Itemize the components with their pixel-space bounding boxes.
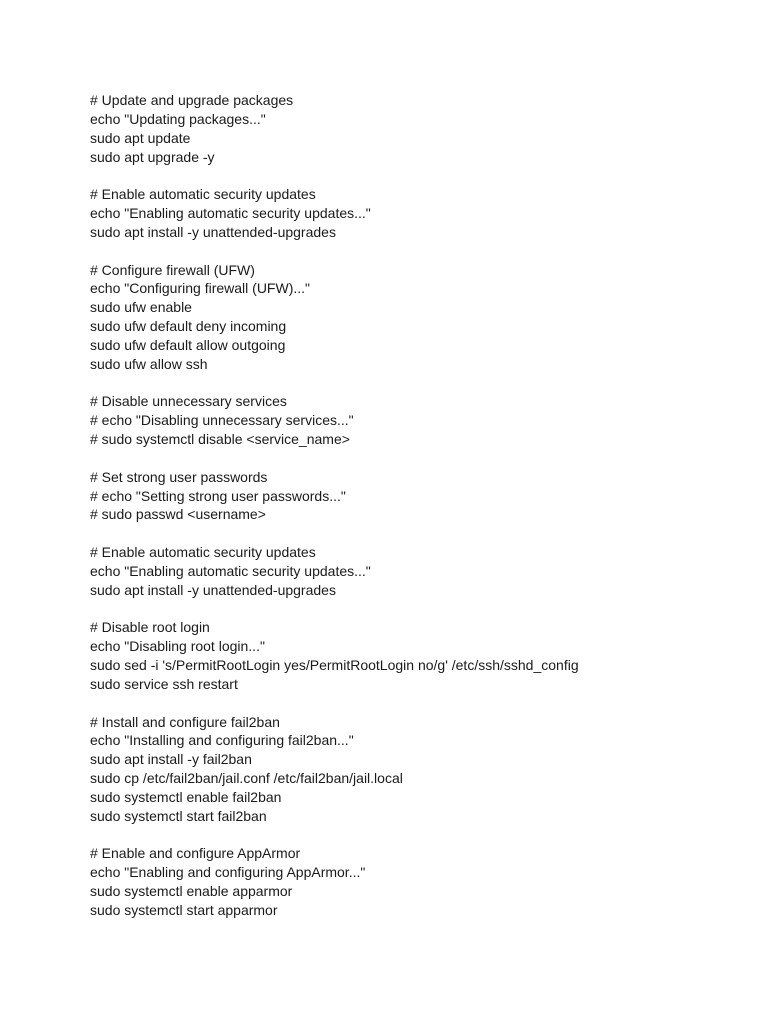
command-line: sudo apt install -y unattended-upgrades	[90, 223, 336, 240]
comment-line: # echo "Setting strong user passwords..."	[90, 487, 346, 504]
comment-line: # Configure firewall (UFW)	[90, 261, 255, 278]
comment-line: # sudo systemctl disable <service_name>	[90, 431, 350, 448]
command-line: echo "Disabling root login..."	[90, 638, 265, 655]
command-line: sudo systemctl enable fail2ban	[90, 788, 282, 805]
comment-line: # sudo passwd <username>	[90, 506, 266, 523]
command-line: sudo systemctl start fail2ban	[90, 807, 267, 824]
command-line: echo "Configuring firewall (UFW)..."	[90, 280, 311, 297]
command-line: sudo ufw default allow outgoing	[90, 336, 286, 353]
comment-line: # Update and upgrade packages	[90, 92, 294, 108]
command-line: echo "Updating packages..."	[90, 110, 266, 127]
command-line: sudo apt update	[90, 129, 191, 146]
comment-line: # Enable automatic security updates	[90, 544, 316, 561]
command-line: sudo apt install -y fail2ban	[90, 751, 252, 768]
command-line: sudo ufw default deny incoming	[90, 318, 287, 335]
command-line: echo "Enabling automatic security updates..."	[90, 205, 371, 222]
comment-line: # Disable root login	[90, 619, 210, 636]
command-line: sudo apt upgrade -y	[90, 148, 215, 165]
section-apparmor	[90, 844, 750, 919]
comment-line: # Install and configure fail2ban	[90, 713, 280, 730]
command-line: sudo apt install -y unattended-upgrades	[90, 581, 336, 598]
script-body	[90, 91, 750, 939]
command-line: sudo systemctl enable apparmor	[90, 883, 293, 900]
comment-line: # Enable automatic security updates	[90, 186, 316, 203]
command-line: echo "Installing and configuring fail2ban..."	[90, 732, 354, 749]
comment-line: # echo "Disabling unnecessary services..."	[90, 412, 354, 429]
command-line: sudo systemctl start apparmor	[90, 901, 278, 918]
section-security-updates	[90, 185, 750, 242]
section-disable-services	[90, 392, 750, 449]
section-root-login	[90, 618, 750, 693]
section-user-passwords	[90, 468, 750, 525]
comment-line: # Enable and configure AppArmor	[90, 845, 301, 862]
command-line: sudo ufw allow ssh	[90, 355, 208, 372]
command-line: echo "Enabling automatic security updates..."	[90, 562, 371, 579]
command-line: sudo cp /etc/fail2ban/jail.conf /etc/fail2ban/jail.local	[90, 770, 403, 787]
section-fail2ban	[90, 713, 750, 826]
command-line: echo "Enabling and configuring AppArmor..."	[90, 864, 366, 881]
comment-line: # Disable unnecessary services	[90, 393, 287, 410]
comment-line: # Set strong user passwords	[90, 468, 268, 485]
section-firewall	[90, 261, 750, 374]
command-line: sudo ufw enable	[90, 299, 192, 316]
section-update-packages	[90, 91, 750, 166]
command-line: sudo sed -i 's/PermitRootLogin yes/PermitRootLogin no/g' /etc/ssh/sshd_config	[90, 657, 579, 674]
section-security-updates-repeat	[90, 543, 750, 600]
command-line: sudo service ssh restart	[90, 675, 238, 692]
